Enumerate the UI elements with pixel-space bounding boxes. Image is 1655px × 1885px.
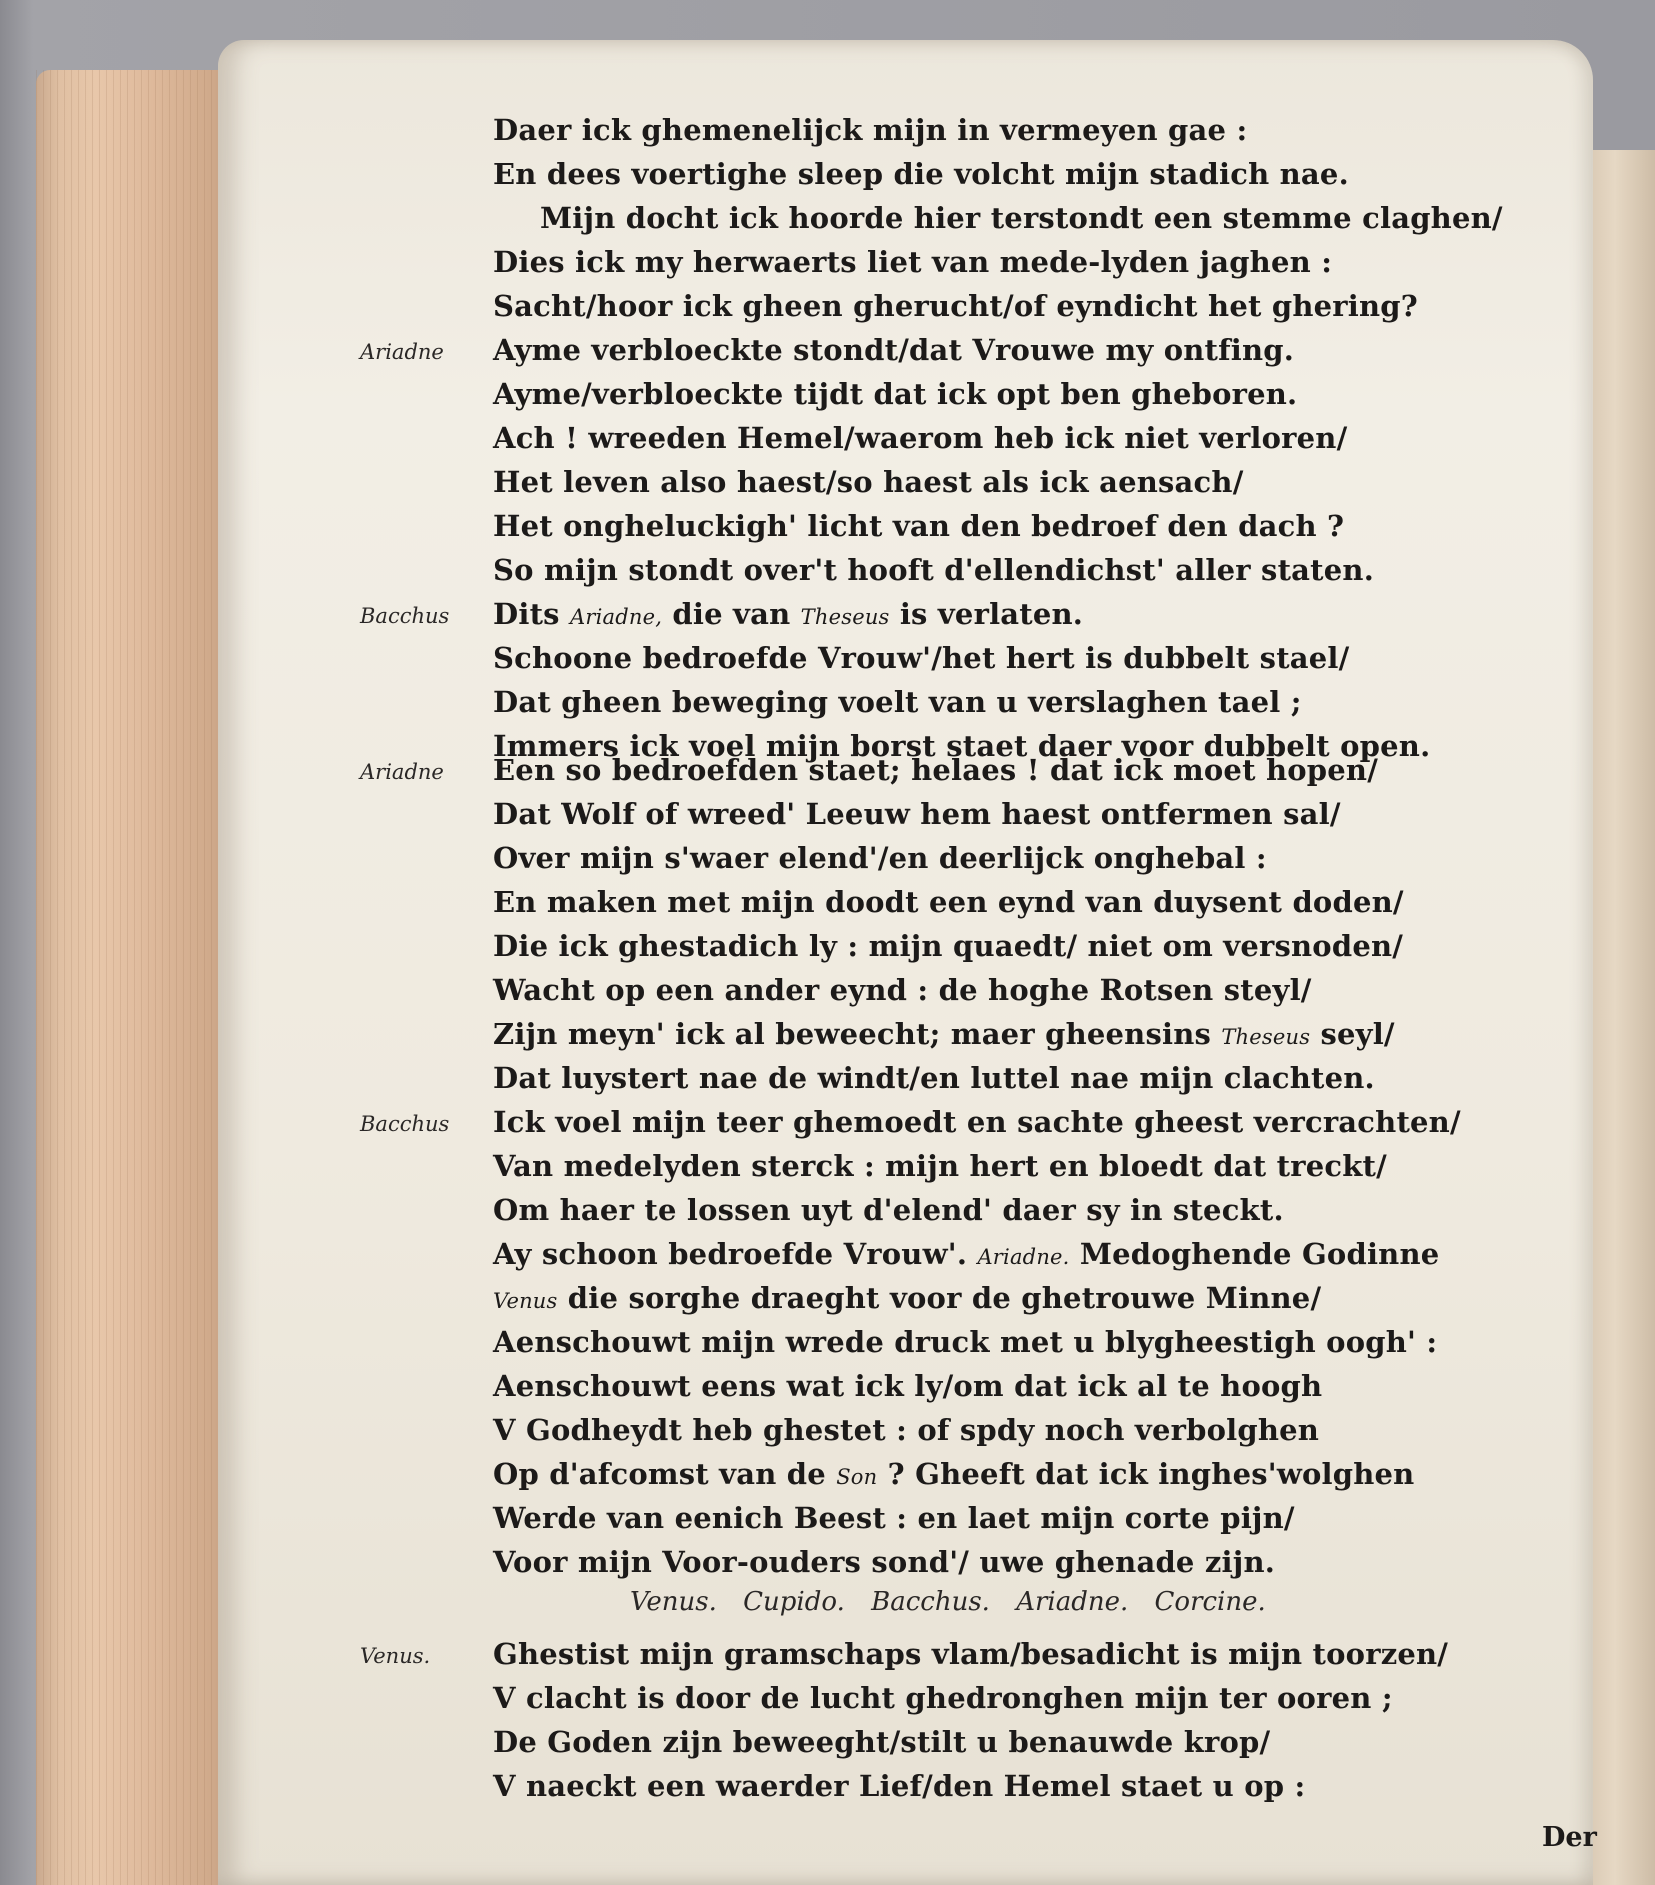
text-line: V clacht is door de lucht ghedronghen mijn ter ooren ;: [493, 1681, 1393, 1715]
speaker-ariadne: Ariadne: [360, 760, 444, 784]
line-middle: die van: [672, 597, 791, 631]
text-line: [493, 1278, 1321, 1318]
text-line: Over mijn s'waer elend'/en deerlijck onghebal :: [493, 841, 1267, 875]
line-suffix: seyl/: [1320, 1017, 1395, 1051]
text-line: Immers ick voel mijn borst staet daer voor dubbelt open.: [493, 729, 1431, 763]
text-line: V Godheydt heb ghestet : of spdy noch verbolghen: [493, 1413, 1320, 1447]
text-line: Om haer te lossen uyt d'elend' daer sy in steckt.: [493, 1193, 1284, 1227]
name-theseus: Theseus: [800, 605, 890, 629]
text-line: Dat Wolf of wreed' Leeuw hem haest ontfermen sal/: [493, 797, 1341, 831]
line-text: die sorghe draeght voor de ghetrouwe Minne/: [567, 1281, 1322, 1315]
line-text: Ay schoon bedroefde Vrouw'.: [493, 1237, 968, 1271]
text-line: Een so bedroefden staet; helaes ! dat ick moet hopen/: [493, 753, 1378, 787]
line-text: Medoghende Godinne: [1079, 1237, 1440, 1271]
text-line: En dees voertighe sleep die volcht mijn stadich nae.: [493, 157, 1349, 191]
name-son: Son: [836, 1465, 878, 1489]
text-line: Dies ick my herwaerts liet van mede-lyden jaghen :: [493, 245, 1333, 279]
speaker-bacchus: Bacchus: [360, 1112, 450, 1136]
line-suffix: is verlaten.: [899, 597, 1084, 631]
name-theseus: Theseus: [1221, 1025, 1311, 1049]
name-venus: Venus: [493, 1289, 558, 1313]
text-line: Voor mijn Voor-ouders sond'/ uwe ghenade zijn.: [493, 1545, 1276, 1579]
line-text: Op d'afcomst van de: [493, 1457, 826, 1491]
text-line: De Goden zijn beweeght/stilt u benauwde krop/: [493, 1725, 1271, 1759]
text-line: Mijn docht ick hoorde hier terstondt een stemme claghen/: [540, 201, 1503, 235]
text-line: Ach ! wreeden Hemel/waerom heb ick niet verloren/: [493, 421, 1348, 455]
text-line: Dat luystert nae de windt/en luttel nae mijn clachten.: [493, 1061, 1375, 1095]
text-line: Werde van eenich Beest : en laet mijn corte pijn/: [493, 1501, 1295, 1535]
text-line: Aenschouwt eens wat ick ly/om dat ick al te hoogh: [493, 1369, 1323, 1403]
line-text: ? Gheeft dat ick inghes'wolghen: [887, 1457, 1415, 1491]
text-line: Sacht/hoor ick gheen gherucht/of eyndicht het ghering?: [493, 289, 1418, 323]
text-line: V naeckt een waerder Lief/den Hemel staet u op :: [493, 1769, 1306, 1803]
text-line: Daer ick ghemenelijck mijn in vermeyen gae :: [493, 113, 1248, 147]
text-line: Schoone bedroefde Vrouw'/het hert is dubbelt stael/: [493, 641, 1350, 675]
text-line: Ick voel mijn teer ghemoedt en sachte gheest vercrachten/: [493, 1105, 1461, 1139]
text-line: [493, 1014, 1395, 1054]
text-line: Aenschouwt mijn wrede druck met u blygheestigh oogh' :: [493, 1325, 1438, 1359]
text-line: Ayme/verbloeckte tijdt dat ick opt ben gheboren.: [493, 377, 1298, 411]
line-prefix: Dits: [493, 597, 560, 631]
text-line: [493, 594, 1083, 634]
speaker-venus: Venus.: [360, 1644, 431, 1668]
name-ariadne: Ariadne,: [569, 605, 663, 629]
text-line: Die ick ghestadich ly : mijn quaedt/ niet om versnoden/: [493, 929, 1404, 963]
text-line: [493, 1234, 1439, 1274]
cast-list: Venus. Cupido. Bacchus. Ariadne. Corcine.: [630, 1587, 1266, 1617]
speaker-ariadne: Ariadne: [360, 340, 444, 364]
text-line: Het ongheluckigh' licht van den bedroef den dach ?: [493, 509, 1345, 543]
line-text: Zijn meyn' ick al beweecht; maer gheensins: [493, 1017, 1212, 1051]
name-ariadne: Ariadne.: [977, 1245, 1070, 1269]
catchword: Der: [1542, 1822, 1597, 1853]
text-line: [493, 1454, 1414, 1494]
text-line: Dat gheen beweging voelt van u verslaghen tael ;: [493, 685, 1302, 719]
text-line: Wacht op een ander eynd : de hoghe Rotsen steyl/: [493, 973, 1312, 1007]
text-line: Ghestist mijn gramschaps vlam/besadicht is mijn toorzen/: [493, 1637, 1449, 1671]
text-line: So mijn stondt over't hooft d'ellendichst' aller staten.: [493, 553, 1375, 587]
speaker-bacchus: Bacchus: [360, 604, 450, 628]
text-line: Ayme verbloeckte stondt/dat Vrouwe my ontfing.: [493, 333, 1295, 367]
text-line: En maken met mijn doodt een eynd van duysent doden/: [493, 885, 1404, 919]
text-line: Van medelyden sterck : mijn hert en bloedt dat treckt/: [493, 1149, 1387, 1183]
text-line: Het leven also haest/so haest als ick aensach/: [493, 465, 1244, 499]
